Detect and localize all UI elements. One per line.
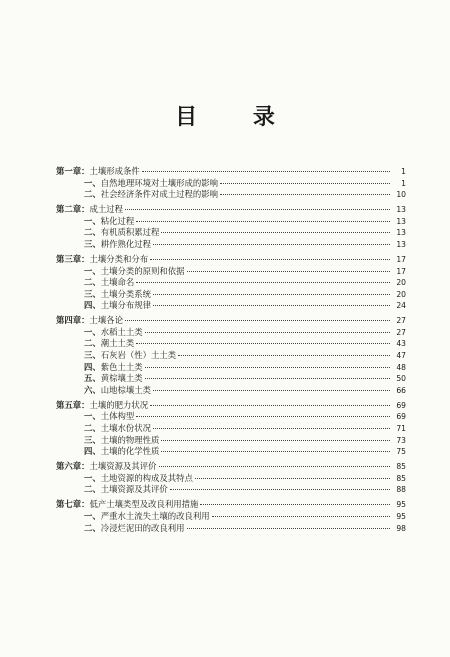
toc-entry-label (56, 239, 151, 251)
toc-entry-label (56, 484, 168, 496)
page-number: 13 (396, 216, 406, 226)
toc-entry-label (56, 373, 143, 385)
toc-entry-label (56, 266, 185, 278)
page-number: 27 (396, 316, 406, 326)
page-number: 13 (396, 205, 406, 215)
toc-entry-label (56, 511, 210, 523)
section-title: 社会经济条件对成土过程的影响 (100, 189, 218, 200)
page-number: 13 (396, 228, 406, 238)
chapter-number: 第七章： (56, 499, 90, 510)
dot-leader (159, 465, 391, 467)
toc-entry-label (56, 254, 148, 266)
section-title: 土壤资源及其评价 (100, 484, 168, 495)
toc-chapter-entry (56, 166, 406, 178)
section-title: 土壤命名 (100, 277, 135, 288)
dot-leader (161, 439, 390, 441)
section-title: 自然地理环境对土壤形成的影响 (100, 177, 218, 188)
dot-leader (142, 170, 390, 172)
page-number: 85 (396, 462, 406, 472)
section-number: 二、 (84, 522, 101, 533)
chapter-title: 土壤资源及其评价 (89, 461, 157, 472)
section-title: 石灰岩（性）土土类 (100, 350, 177, 361)
dot-leader (136, 415, 390, 417)
toc-entry-label (56, 204, 123, 216)
toc-section-entry (56, 350, 406, 362)
table-of-contents (56, 166, 406, 534)
dot-leader (125, 319, 390, 321)
toc-section-entry (56, 523, 406, 535)
toc-entry-label (56, 227, 159, 239)
page-number: 95 (396, 500, 406, 510)
dot-leader (170, 488, 390, 490)
section-number: 二、 (84, 484, 101, 495)
toc-chapter-entry (56, 400, 406, 412)
section-number: 四、 (84, 446, 101, 457)
page-number: 20 (396, 289, 406, 299)
chapter-title: 土壤形成条件 (89, 166, 140, 176)
toc-entry-label (56, 216, 134, 228)
section-number: 六、 (84, 384, 101, 395)
toc-section-entry (56, 411, 406, 423)
toc-entry-label (56, 411, 134, 423)
page-number: 71 (396, 424, 406, 434)
toc-section-entry (56, 446, 406, 458)
dot-leader (153, 293, 390, 295)
section-number: 一、 (84, 177, 101, 188)
page-number: 17 (396, 266, 406, 276)
toc-entry-label (56, 327, 143, 339)
dot-leader (153, 304, 390, 306)
section-number: 一、 (84, 510, 101, 521)
page-number: 48 (396, 362, 406, 372)
dot-leader (220, 182, 390, 184)
page-number: 27 (396, 327, 406, 337)
toc-entry-label (56, 435, 159, 447)
dot-leader (150, 258, 390, 260)
toc-entry-label (56, 400, 148, 412)
toc-section-entry (56, 473, 406, 485)
section-title: 冷浸烂泥田的改良利用 (100, 522, 185, 533)
chapter-number: 第一章： (56, 166, 90, 176)
section-number: 四、 (84, 361, 101, 372)
section-title: 土壤的化学性质 (100, 446, 160, 457)
dot-leader (153, 389, 390, 391)
toc-entry-label (56, 277, 134, 289)
section-title: 土地资源的构成及其特点 (100, 472, 193, 483)
section-number: 一、 (84, 326, 101, 337)
section-title: 土体构型 (100, 411, 135, 422)
section-title: 土壤分类的原则和依据 (100, 265, 185, 276)
dot-leader (153, 427, 390, 429)
section-number: 一、 (84, 472, 101, 483)
page-number: 73 (396, 435, 406, 445)
toc-entry-label (56, 385, 151, 397)
dot-leader (212, 515, 390, 517)
section-number: 一、 (84, 215, 101, 226)
page-number: 69 (396, 412, 406, 422)
toc-entry-label (56, 350, 176, 362)
toc-entry-label (56, 461, 157, 473)
section-title: 土壤的物理性质 (100, 434, 160, 445)
chapter-title: 土壤各论 (89, 315, 123, 326)
toc-entry-label (56, 523, 185, 535)
toc-section-entry (56, 423, 406, 435)
page-number: 43 (396, 339, 406, 349)
dot-leader (125, 208, 390, 210)
dot-leader (145, 366, 390, 368)
section-number: 五、 (84, 373, 101, 384)
page-number: 95 (396, 511, 406, 521)
section-number: 二、 (84, 277, 101, 288)
toc-section-entry (56, 484, 406, 496)
page-number: 85 (396, 473, 406, 483)
toc-chapter-entry (56, 461, 406, 473)
toc-section-entry (56, 385, 406, 397)
toc-section-entry (56, 266, 406, 278)
toc-section-entry (56, 338, 406, 350)
toc-entry-label (56, 315, 123, 327)
section-number: 二、 (84, 189, 101, 200)
toc-entry-label (56, 423, 151, 435)
section-title: 土壤水份状况 (100, 423, 151, 434)
section-title: 土壤分布规律 (100, 300, 151, 311)
page-number: 24 (396, 301, 406, 311)
dot-leader (150, 404, 390, 406)
section-title: 潮土土类 (100, 338, 135, 349)
dot-leader (220, 193, 390, 195)
toc-section-entry (56, 435, 406, 447)
toc-section-entry (56, 227, 406, 239)
toc-entry-label (56, 362, 143, 374)
page-number: 20 (396, 278, 406, 288)
dot-leader (153, 243, 390, 245)
toc-entry-label (56, 166, 140, 178)
page-number: 75 (396, 447, 406, 457)
toc-entry-label (56, 473, 193, 485)
toc-entry-label (56, 189, 218, 201)
toc-entry-label (56, 300, 151, 312)
toc-section-entry (56, 327, 406, 339)
toc-chapter-entry (56, 499, 406, 511)
dot-leader (145, 331, 390, 333)
toc-section-entry (56, 362, 406, 374)
dot-leader (161, 450, 390, 452)
dot-leader (200, 503, 390, 505)
dot-leader (136, 342, 390, 344)
section-number: 三、 (84, 288, 101, 299)
page-number: 13 (396, 239, 406, 249)
dot-leader (187, 527, 391, 529)
dot-leader (136, 281, 390, 283)
toc-entry-label (56, 178, 218, 190)
section-number: 一、 (84, 411, 101, 422)
toc-entry-label (56, 499, 198, 511)
section-title: 黄棕壤土类 (100, 373, 143, 384)
toc-section-entry (56, 300, 406, 312)
toc-section-entry (56, 216, 406, 228)
section-number: 二、 (84, 338, 101, 349)
page-number: 17 (396, 254, 406, 264)
page-number: 47 (396, 351, 406, 361)
section-number: 三、 (84, 434, 101, 445)
section-number: 一、 (84, 265, 101, 276)
toc-entry-label (56, 289, 151, 301)
toc-chapter-entry (56, 204, 406, 216)
dot-leader (195, 477, 390, 479)
page-title: 目 录 (175, 104, 299, 130)
dot-leader (178, 354, 390, 356)
chapter-number: 第二章： (56, 204, 90, 215)
section-title: 严重水土流失土壤的改良利用 (100, 510, 210, 521)
section-title: 耕作熟化过程 (100, 238, 151, 249)
page-number: 1 (401, 178, 406, 188)
page-number: 1 (401, 167, 406, 176)
toc-section-entry (56, 178, 406, 190)
chapter-number: 第四章： (56, 315, 90, 326)
section-number: 三、 (84, 238, 101, 249)
toc-entry-label (56, 446, 159, 458)
section-number: 二、 (84, 423, 101, 434)
dot-leader (187, 270, 391, 272)
toc-section-entry (56, 511, 406, 523)
chapter-number: 第五章： (56, 399, 90, 410)
page-number: 98 (396, 523, 406, 533)
section-number: 三、 (84, 350, 101, 361)
chapter-title: 低产土壤类型及改良利用措施 (89, 499, 199, 510)
chapter-number: 第六章： (56, 461, 90, 472)
toc-section-entry (56, 239, 406, 251)
dot-leader (136, 220, 390, 222)
toc-section-entry (56, 289, 406, 301)
section-title: 水稻土土类 (100, 326, 143, 337)
toc-chapter-entry (56, 254, 406, 266)
page-number: 50 (396, 374, 406, 384)
section-title: 粘化过程 (100, 215, 135, 226)
page-number: 66 (396, 385, 406, 395)
page-number: 10 (396, 190, 406, 200)
toc-section-entry (56, 373, 406, 385)
chapter-title: 成土过程 (89, 204, 123, 215)
section-title: 紫色土土类 (100, 361, 143, 372)
section-title: 有机质积累过程 (100, 227, 160, 238)
chapter-title: 土壤的肥力状况 (89, 399, 149, 410)
toc-entry-label (56, 338, 134, 350)
dot-leader (161, 231, 390, 233)
section-title: 山地棕壤土类 (100, 384, 151, 395)
section-number: 四、 (84, 300, 101, 311)
toc-chapter-entry (56, 315, 406, 327)
dot-leader (145, 377, 390, 379)
page-number: 88 (396, 485, 406, 495)
toc-section-entry (56, 189, 406, 201)
section-number: 二、 (84, 227, 101, 238)
section-title: 土壤分类系统 (100, 288, 151, 299)
chapter-number: 第三章： (56, 253, 90, 264)
page-number: 69 (396, 400, 406, 410)
chapter-title: 土壤分类和分布 (89, 253, 149, 264)
toc-section-entry (56, 277, 406, 289)
